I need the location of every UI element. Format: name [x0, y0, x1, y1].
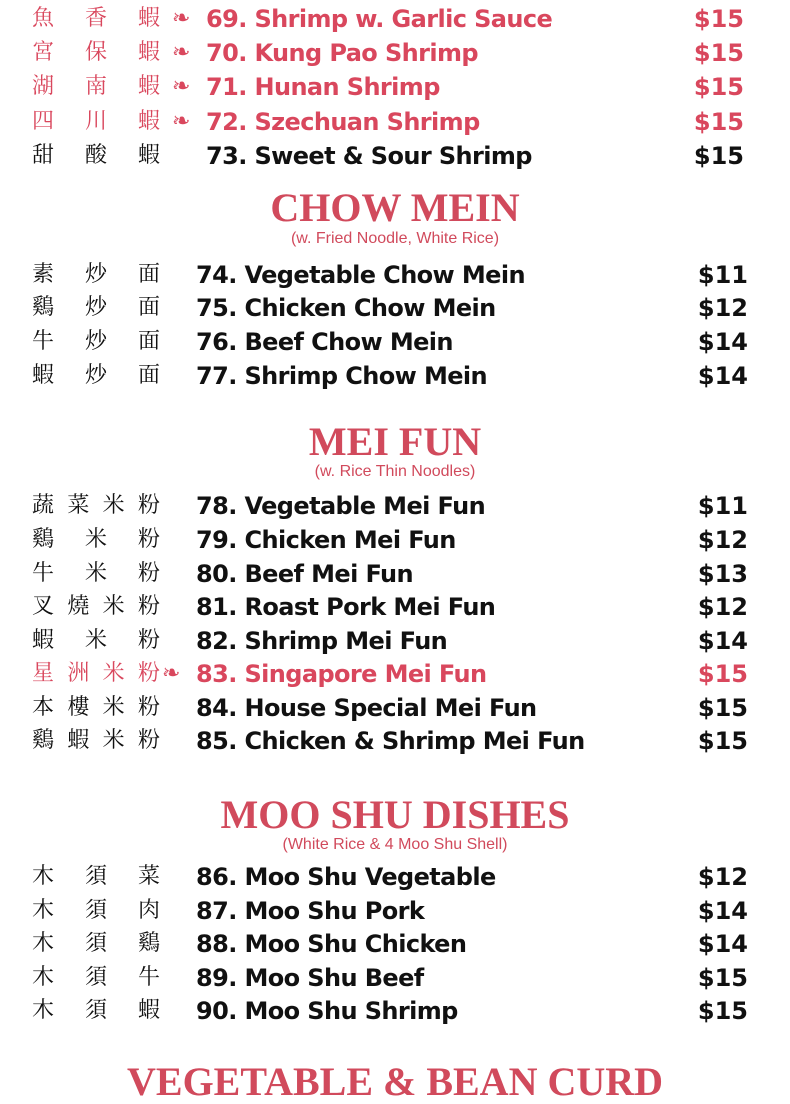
chinese-name	[32, 994, 160, 1028]
item-name: 87. Moo Shu Pork	[196, 897, 425, 925]
menu-item	[0, 624, 790, 658]
chinese-character: 蔬	[32, 493, 55, 518]
chinese-name	[32, 291, 160, 325]
chinese-character: 炒	[84, 329, 107, 354]
chinese-name	[32, 961, 160, 995]
menu-item	[0, 70, 790, 104]
chinese-character: 蝦	[67, 728, 90, 753]
item-name: 82. Shrimp Mei Fun	[196, 627, 448, 655]
chinese-name	[32, 860, 160, 894]
chinese-character: 蝦	[137, 998, 160, 1023]
chinese-character: 叉	[32, 594, 55, 619]
chinese-character: 須	[84, 898, 107, 923]
chinese-character: 南	[84, 74, 107, 99]
chinese-character: 鷄	[32, 295, 55, 320]
chinese-character: 米	[102, 594, 125, 619]
chinese-character: 粉	[137, 628, 160, 653]
chinese-name	[32, 105, 160, 139]
item-price: $15	[693, 5, 744, 33]
item-price: $14	[697, 930, 748, 958]
chinese-character: 炒	[84, 262, 107, 287]
item-price: $11	[697, 261, 748, 289]
menu-item	[0, 724, 790, 758]
chinese-name	[32, 927, 160, 961]
chinese-character: 甜	[32, 143, 55, 168]
menu-item	[0, 258, 790, 292]
chinese-character: 炒	[84, 295, 107, 320]
chinese-name	[32, 139, 160, 173]
chinese-character: 蝦	[137, 143, 160, 168]
menu-item	[0, 994, 790, 1028]
chinese-character: 米	[102, 661, 125, 686]
item-price: $15	[697, 964, 748, 992]
chinese-character: 須	[84, 965, 107, 990]
item-name: 86. Moo Shu Vegetable	[196, 863, 496, 891]
chinese-character: 須	[84, 864, 107, 889]
chinese-character: 木	[32, 898, 55, 923]
menu-item	[0, 961, 790, 995]
chinese-character: 素	[32, 262, 55, 287]
chinese-character: 燒	[67, 594, 90, 619]
item-price: $15	[693, 108, 744, 136]
spicy-pepper-icon: ❧	[172, 40, 191, 65]
menu-item	[0, 523, 790, 557]
chinese-character: 鷄	[32, 728, 55, 753]
item-price: $12	[697, 294, 748, 322]
menu-item	[0, 657, 790, 691]
chinese-character: 鷄	[137, 931, 160, 956]
spicy-pepper-icon: ❧	[162, 661, 181, 686]
item-price: $14	[697, 362, 748, 390]
chinese-character: 米	[84, 527, 107, 552]
chinese-character: 四	[32, 109, 55, 134]
chinese-character: 酸	[84, 143, 107, 168]
item-name: 76. Beef Chow Mein	[196, 328, 453, 356]
item-price: $15	[697, 660, 748, 688]
chinese-character: 粉	[137, 594, 160, 619]
chinese-character: 米	[84, 628, 107, 653]
item-name: 77. Shrimp Chow Mein	[196, 362, 488, 390]
item-name: 69. Shrimp w. Garlic Sauce	[206, 5, 553, 33]
chinese-character: 米	[84, 561, 107, 586]
item-name: 75. Chicken Chow Mein	[196, 294, 496, 322]
item-price: $12	[697, 593, 748, 621]
chinese-name	[32, 590, 160, 624]
chinese-character: 木	[32, 931, 55, 956]
menu-item	[0, 2, 790, 36]
chinese-name	[32, 36, 160, 70]
chinese-character: 木	[32, 864, 55, 889]
chinese-character: 炒	[84, 363, 107, 388]
chinese-character: 菜	[67, 493, 90, 518]
chinese-character: 菜	[137, 864, 160, 889]
menu-item	[0, 590, 790, 624]
item-name: 73. Sweet & Sour Shrimp	[206, 142, 532, 170]
item-name: 85. Chicken & Shrimp Mei Fun	[196, 727, 585, 755]
chinese-character: 牛	[32, 561, 55, 586]
item-name: 80. Beef Mei Fun	[196, 560, 414, 588]
chinese-character: 蝦	[137, 109, 160, 134]
item-name: 90. Moo Shu Shrimp	[196, 997, 458, 1025]
chinese-character: 本	[32, 695, 55, 720]
chinese-name	[32, 70, 160, 104]
item-name: 78. Vegetable Mei Fun	[196, 492, 486, 520]
chinese-name	[32, 724, 160, 758]
chinese-character: 蝦	[32, 363, 55, 388]
section-title-vegetable-bean-curd: VEGETABLE & BEAN CURD	[127, 1059, 663, 1104]
item-price: $12	[697, 526, 748, 554]
item-name: 81. Roast Pork Mei Fun	[196, 593, 496, 621]
section-subtitle-moo-shu: (White Rice & 4 Moo Shu Shell)	[282, 836, 508, 853]
item-name: 89. Moo Shu Beef	[196, 964, 424, 992]
chinese-character: 保	[84, 40, 107, 65]
chinese-character: 蝦	[137, 6, 160, 31]
chinese-name	[32, 2, 160, 36]
chinese-name	[32, 624, 160, 658]
chinese-character: 牛	[32, 329, 55, 354]
chinese-character: 米	[102, 695, 125, 720]
chinese-character: 宮	[32, 40, 55, 65]
section-title-chow-mein: CHOW MEIN	[270, 185, 520, 230]
chinese-name	[32, 359, 160, 393]
item-price: $15	[697, 694, 748, 722]
menu-item	[0, 489, 790, 523]
menu-item	[0, 291, 790, 325]
item-price: $15	[693, 142, 744, 170]
chinese-name	[32, 523, 160, 557]
menu-item	[0, 359, 790, 393]
item-name: 72. Szechuan Shrimp	[206, 108, 480, 136]
chinese-character: 粉	[137, 493, 160, 518]
chinese-character: 魚	[32, 6, 55, 31]
chinese-character: 牛	[137, 965, 160, 990]
menu-item	[0, 325, 790, 359]
chinese-character: 面	[137, 329, 160, 354]
menu-item	[0, 557, 790, 591]
chinese-name	[32, 691, 160, 725]
chinese-character: 須	[84, 931, 107, 956]
menu-item	[0, 860, 790, 894]
chinese-character: 粉	[137, 695, 160, 720]
chinese-name	[32, 489, 160, 523]
chinese-character: 粉	[137, 661, 160, 686]
chinese-name	[32, 557, 160, 591]
section-title-moo-shu: MOO SHU DISHES	[220, 792, 570, 837]
item-name: 74. Vegetable Chow Mein	[196, 261, 525, 289]
spicy-pepper-icon: ❧	[172, 74, 191, 99]
chinese-character: 肉	[137, 898, 160, 923]
item-name: 83. Singapore Mei Fun	[196, 660, 487, 688]
item-name: 70. Kung Pao Shrimp	[206, 39, 478, 67]
chinese-character: 面	[137, 363, 160, 388]
menu-item	[0, 139, 790, 173]
spicy-pepper-icon: ❧	[172, 109, 191, 134]
chinese-name	[32, 894, 160, 928]
section-title-mei-fun: MEI FUN	[308, 419, 482, 464]
chinese-character: 湖	[32, 74, 55, 99]
chinese-character: 木	[32, 998, 55, 1023]
chinese-character: 面	[137, 295, 160, 320]
chinese-character: 木	[32, 965, 55, 990]
menu-item	[0, 691, 790, 725]
item-price: $13	[697, 560, 748, 588]
section-subtitle-mei-fun: (w. Rice Thin Noodles)	[314, 463, 476, 480]
chinese-character: 粉	[137, 728, 160, 753]
menu-item	[0, 894, 790, 928]
chinese-character: 香	[84, 6, 107, 31]
spicy-pepper-icon: ❧	[172, 6, 191, 31]
chinese-character: 面	[137, 262, 160, 287]
menu-item	[0, 105, 790, 139]
item-price: $11	[697, 492, 748, 520]
chinese-character: 鷄	[32, 527, 55, 552]
chinese-character: 粉	[137, 561, 160, 586]
chinese-character: 星	[32, 661, 55, 686]
item-price: $14	[697, 627, 748, 655]
chinese-name	[32, 657, 160, 691]
item-price: $15	[697, 727, 748, 755]
menu-item	[0, 927, 790, 961]
item-name: 84. House Special Mei Fun	[196, 694, 537, 722]
chinese-character: 須	[84, 998, 107, 1023]
chinese-name	[32, 325, 160, 359]
menu-item	[0, 36, 790, 70]
item-price: $14	[697, 897, 748, 925]
chinese-character: 洲	[67, 661, 90, 686]
item-price: $15	[693, 73, 744, 101]
chinese-character: 蝦	[137, 74, 160, 99]
chinese-character: 蝦	[137, 40, 160, 65]
chinese-character: 粉	[137, 527, 160, 552]
item-name: 88. Moo Shu Chicken	[196, 930, 467, 958]
chinese-character: 米	[102, 728, 125, 753]
item-price: $14	[697, 328, 748, 356]
chinese-name	[32, 258, 160, 292]
item-price: $15	[693, 39, 744, 67]
chinese-character: 川	[84, 109, 107, 134]
item-name: 71. Hunan Shrimp	[206, 73, 440, 101]
chinese-character: 樓	[67, 695, 90, 720]
chinese-character: 蝦	[32, 628, 55, 653]
item-name: 79. Chicken Mei Fun	[196, 526, 456, 554]
section-subtitle-chow-mein: (w. Fried Noodle, White Rice)	[290, 230, 500, 247]
item-price: $12	[697, 863, 748, 891]
chinese-character: 米	[102, 493, 125, 518]
item-price: $15	[697, 997, 748, 1025]
